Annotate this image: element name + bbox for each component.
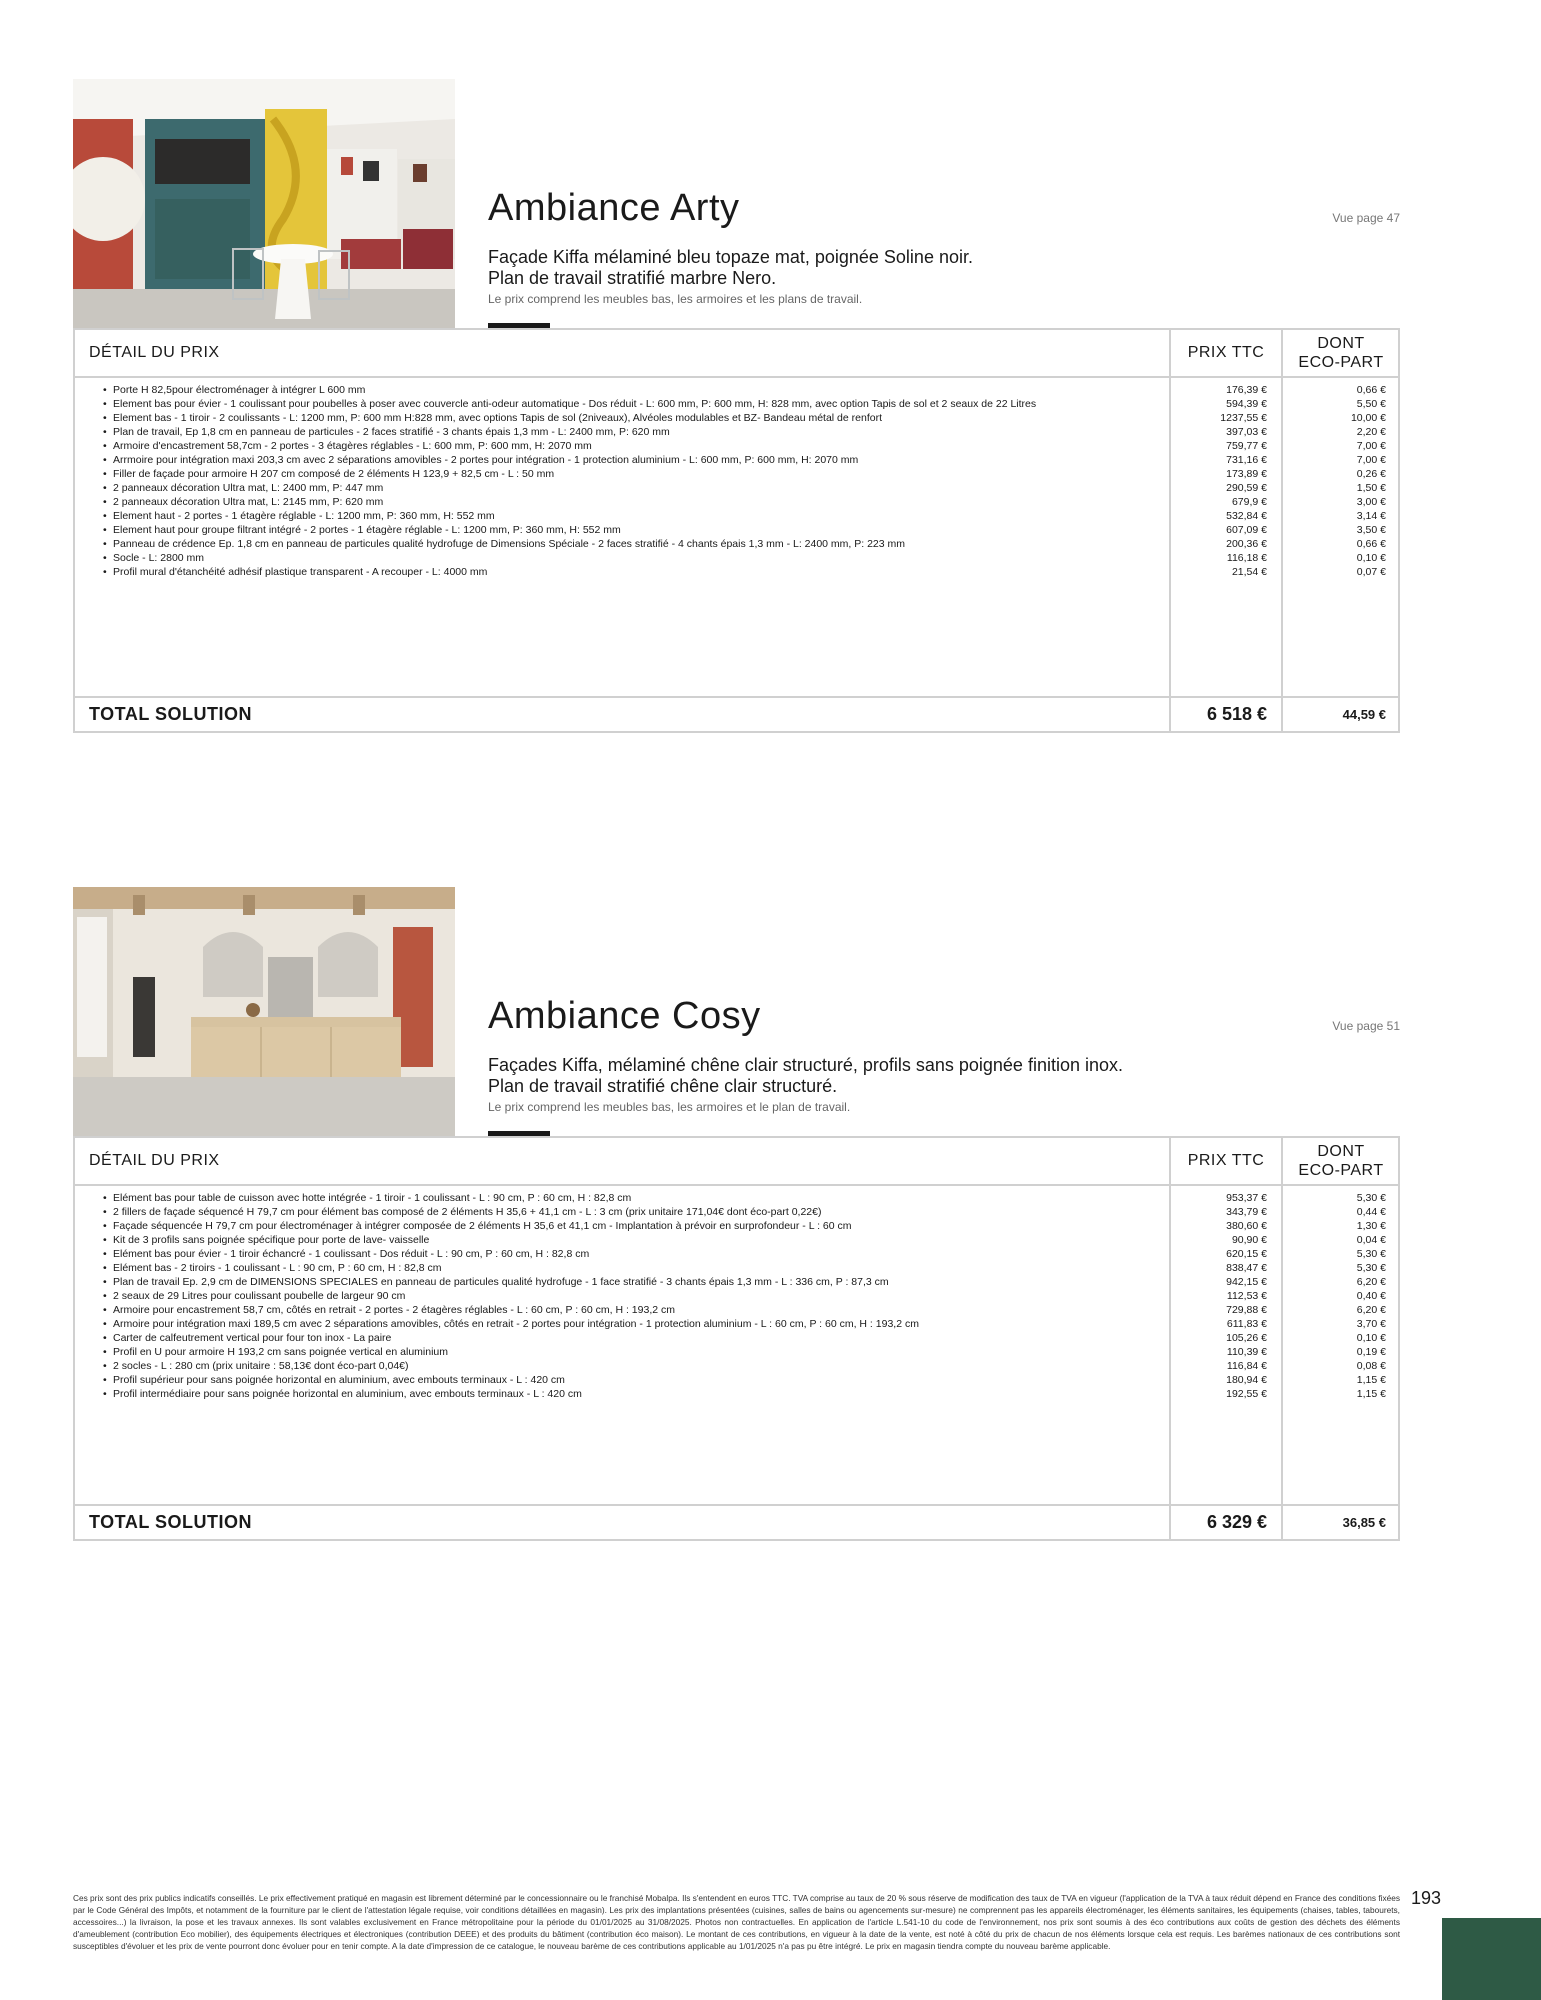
item-description: • 2 panneaux décoration Ultra mat, L: 2145 mm, P: 620 mm — [89, 495, 1149, 509]
table-row — [75, 1261, 1398, 1275]
total-label: TOTAL SOLUTION — [89, 1512, 252, 1532]
kitchen-photo-cosy — [73, 887, 455, 1137]
item-description: • Profil en U pour armoire H 193,2 cm sans poignée vertical en aluminium — [89, 1345, 1149, 1359]
table-header — [75, 330, 1398, 378]
item-eco: 0,07 € — [1356, 566, 1386, 578]
item-prix: 731,16 € — [1226, 454, 1267, 466]
item-description: • 2 fillers de façade séquencé H 79,7 cm pour élément bas composé de 2 éléments H 35,6 + 41,1 cm - L : 3 cm (prix unitaire 171,04€ dont éco-part 0,22€) — [89, 1205, 1149, 1219]
table-body — [75, 1186, 1398, 1506]
header-prix: PRIX TTC — [1187, 344, 1265, 361]
item-eco: 3,50 € — [1356, 524, 1386, 536]
item-prix: 110,39 € — [1226, 1346, 1267, 1358]
table-total-row — [75, 1506, 1398, 1539]
price-table — [73, 1136, 1400, 1541]
total-eco: 36,85 € — [1342, 1515, 1386, 1530]
item-description: • Façade séquencée H 79,7 cm pour électroménager à intégrer composée de 2 éléments H 35,6 et 41,1 cm - Implantation à prévoir en surprofondeur - L : 60 cm — [89, 1219, 1149, 1233]
header-eco-line1: DONT — [1317, 1143, 1365, 1160]
item-prix: 105,26 € — [1226, 1332, 1267, 1344]
item-eco: 0,19 € — [1356, 1346, 1386, 1358]
item-prix: 397,03 € — [1226, 426, 1267, 438]
table-row — [75, 1373, 1398, 1387]
section-note: Le prix comprend les meubles bas, les armoires et le plan de travail. — [488, 1100, 851, 1114]
table-row — [75, 1233, 1398, 1247]
table-row — [75, 1359, 1398, 1373]
table-header — [75, 1138, 1398, 1186]
item-prix: 620,15 € — [1226, 1248, 1267, 1260]
item-description: • Elément bas - 2 tiroirs - 1 coulissant - L : 90 cm, P : 60 cm, H : 82,8 cm — [89, 1261, 1149, 1275]
item-eco: 0,44 € — [1356, 1206, 1386, 1218]
legal-disclaimer: Ces prix sont des prix publics indicatifs conseillés. Le prix effectivement pratiqué en magasin est librement déterminé par le concessionnaire ou le franchisé Mobalpa. Ils s'entendent en euros TTC. TVA comprise au taux de 20 % sous réserve de modification des taux de TVA en vigueur (l'application de la TVA à taux réduit dépend en France des conditions fixées par le Code Général des Impôts, et notamment de la fourniture par le client de l'attestation légale requise, voir conditions détaillées en magasin). Les prix des implantations présentées (cuisines, salles de bains ou agencements sur-mesure) ne comprennent pas les appareils électroménager, les éléments sanitaires, les équipements (chaises, tables, tabourets, accessoires...) la livraison, la pose et les travaux annexes. Ils sont valables exclusivement en France métropolitaine pour la période du 01/01/2025 au 31/08/2025. Photos non contractuelles. En application de l'article L.541-10 du code de l'environnement, nos prix sont soumis à des éco contributions aux coûts de gestion des déchets des éléments d'ameublement (contribution Eco mobilier), des équipements électriques et électroniques (contribution DEEE) et des produits du bâtiment (contribution éco maison). Le montant de ces contributions, en vigueur à la date de la vente, est noté à côté du prix de chacun de nos éléments lorsque cela est requis. Les barèmes nationaux de ces contributions sont susceptibles d'évoluer et les prix de vente pourront donc évoluer pour en tenir compte. A la date d'impression de ce catalogue, le nouveau barème de ces contributions applicable au 1/01/2025 n'a pas pu être intégré. Le prix en magasin tiendra compte du nouveau barème applicable. — [73, 1893, 1400, 1951]
section-description — [488, 1055, 1123, 1097]
item-description: • Profil intermédiaire pour sans poignée horizontal en aluminium, avec embouts terminaux - L : 420 cm — [89, 1387, 1149, 1401]
item-description: • Plan de travail Ep. 2,9 cm de DIMENSIONS SPECIALES en panneau de particules qualité hydrofuge - 1 face stratifié - 3 chants épais 1,3 mm - L : 336 cm, P : 87,3 cm — [89, 1275, 1149, 1289]
table-total-row — [75, 698, 1398, 731]
description-line: Façade Kiffa mélaminé bleu topaze mat, poignée Soline noir. — [488, 247, 973, 267]
table-body — [75, 378, 1398, 698]
item-description: • Element bas - 1 tiroir - 2 coulissants - L: 1200 mm, P: 600 mm H:828 mm, avec options Tapis de sol (2niveaux), Alvéoles modulables et BZ- Bandeau métal de renfort — [89, 411, 1149, 425]
item-description: • Panneau de crédence Ep. 1,8 cm en panneau de particules qualité hydrofuge de Dimensions Spéciale - 2 faces stratifié - 4 chants épais 1,3 mm - L: 2400 mm, P: 223 mm — [89, 537, 1149, 551]
item-eco: 0,10 € — [1356, 1332, 1386, 1344]
table-row — [75, 1219, 1398, 1233]
item-description: • Element haut - 2 portes - 1 étagère réglable - L: 1200 mm, P: 360 mm, H: 552 mm — [89, 509, 1149, 523]
item-eco: 3,70 € — [1356, 1318, 1386, 1330]
table-row — [75, 481, 1398, 495]
table-row — [75, 439, 1398, 453]
item-eco: 7,00 € — [1356, 440, 1386, 452]
item-prix: 607,09 € — [1226, 524, 1267, 536]
description-line: Façades Kiffa, mélaminé chêne clair structuré, profils sans poignée finition inox. — [488, 1055, 1123, 1075]
item-prix: 176,39 € — [1226, 384, 1267, 396]
item-description: • Armoire d'encastrement 58,7cm - 2 portes - 3 étagères réglables - L: 600 mm, P: 600 mm, H: 2070 mm — [89, 439, 1149, 453]
item-eco: 1,30 € — [1356, 1220, 1386, 1232]
vue-page-link[interactable]: Vue page 51 — [1332, 1019, 1400, 1033]
table-row — [75, 411, 1398, 425]
item-description: • Element bas pour évier - 1 coulissant pour poubelles à poser avec couvercle anti-odeur automatique - Dos réduit - L: 600 mm, P: 600 mm, H: 828 mm, avec option Tapis de sol et 2 seaux de 22 Litres — [89, 397, 1149, 411]
item-eco: 1,15 € — [1356, 1374, 1386, 1386]
table-row — [75, 537, 1398, 551]
item-prix: 380,60 € — [1226, 1220, 1267, 1232]
header-eco-line2: ECO-PART — [1298, 354, 1384, 371]
table-row — [75, 1247, 1398, 1261]
item-prix: 838,47 € — [1226, 1262, 1267, 1274]
item-prix: 611,83 € — [1226, 1318, 1267, 1330]
item-description: • Profil supérieur pour sans poignée horizontal en aluminium, avec embouts terminaux - L : 420 cm — [89, 1373, 1149, 1387]
item-description: • Element haut pour groupe filtrant intégré - 2 portes - 1 étagère réglable - L: 1200 mm, P: 360 mm, H: 552 mm — [89, 523, 1149, 537]
item-description: • Porte H 82,5pour électroménager à intégrer L 600 mm — [89, 383, 1149, 397]
table-row — [75, 495, 1398, 509]
item-eco: 2,20 € — [1356, 426, 1386, 438]
table-row — [75, 565, 1398, 579]
table-row — [75, 1275, 1398, 1289]
table-row — [75, 1345, 1398, 1359]
corner-color-block — [1442, 1918, 1541, 2000]
item-prix: 532,84 € — [1226, 510, 1267, 522]
table-row — [75, 453, 1398, 467]
item-prix: 679,9 € — [1231, 496, 1267, 508]
item-prix: 200,36 € — [1226, 538, 1267, 550]
item-description: • Arrmoire pour intégration maxi 203,3 cm avec 2 séparations amovibles - 2 portes pour intégration - 1 protection aluminium - L: 600 mm, P: 600 mm, H: 2070 mm — [89, 453, 1149, 467]
item-description: • 2 socles - L : 280 cm (prix unitaire : 58,13€ dont éco-part 0,04€) — [89, 1359, 1149, 1373]
item-prix: 21,54 € — [1231, 566, 1267, 578]
item-prix: 759,77 € — [1226, 440, 1267, 452]
header-prix: PRIX TTC — [1187, 1152, 1265, 1169]
header-detail: DÉTAIL DU PRIX — [89, 344, 220, 361]
page-number: 193 — [1411, 1888, 1442, 1908]
item-eco: 0,40 € — [1356, 1290, 1386, 1302]
item-eco: 0,26 € — [1356, 468, 1386, 480]
item-prix: 290,59 € — [1226, 482, 1267, 494]
item-eco: 5,30 € — [1356, 1262, 1386, 1274]
item-eco: 3,14 € — [1356, 510, 1386, 522]
item-description: • Elément bas pour évier - 1 tiroir échancré - 1 coulissant - Dos réduit - L : 90 cm, P : 60 cm, H : 82,8 cm — [89, 1247, 1149, 1261]
item-eco: 5,30 € — [1356, 1192, 1386, 1204]
kitchen-photo-arty — [73, 79, 455, 329]
table-row — [75, 1205, 1398, 1219]
item-prix: 116,84 € — [1226, 1360, 1267, 1372]
item-prix: 173,89 € — [1226, 468, 1267, 480]
section-title: Ambiance Arty — [488, 187, 740, 229]
item-eco: 0,66 € — [1356, 538, 1386, 550]
table-row — [75, 1317, 1398, 1331]
item-description: • Filler de façade pour armoire H 207 cm composé de 2 éléments H 123,9 + 82,5 cm - L : 50 mm — [89, 467, 1149, 481]
item-prix: 942,15 € — [1226, 1276, 1267, 1288]
item-eco: 5,50 € — [1356, 398, 1386, 410]
item-prix: 90,90 € — [1231, 1234, 1267, 1246]
table-row — [75, 383, 1398, 397]
item-description: • Plan de travail, Ep 1,8 cm en panneau de particules - 2 faces stratifié - 3 chants épais 1,3 mm - L: 2400 mm, P: 620 mm — [89, 425, 1149, 439]
header-eco — [1282, 1138, 1400, 1184]
item-eco: 1,50 € — [1356, 482, 1386, 494]
item-eco: 1,15 € — [1356, 1388, 1386, 1400]
header-eco-line1: DONT — [1317, 335, 1365, 352]
table-row — [75, 425, 1398, 439]
item-eco: 10,00 € — [1350, 412, 1386, 424]
section-description — [488, 247, 973, 289]
item-description: • Socle - L: 2800 mm — [89, 551, 1149, 565]
table-row — [75, 1387, 1398, 1401]
item-prix: 729,88 € — [1226, 1304, 1267, 1316]
section-title: Ambiance Cosy — [488, 995, 761, 1037]
item-prix: 1237,55 € — [1220, 412, 1267, 424]
table-row — [75, 1289, 1398, 1303]
description-line: Plan de travail stratifié marbre Nero. — [488, 268, 777, 288]
item-prix: 953,37 € — [1226, 1192, 1267, 1204]
total-label: TOTAL SOLUTION — [89, 704, 252, 724]
item-eco: 3,00 € — [1356, 496, 1386, 508]
table-row — [75, 523, 1398, 537]
item-eco: 0,04 € — [1356, 1234, 1386, 1246]
item-description: • 2 seaux de 29 Litres pour coulissant poubelle de largeur 90 cm — [89, 1289, 1149, 1303]
item-prix: 112,53 € — [1226, 1290, 1267, 1302]
item-description: • Elément bas pour table de cuisson avec hotte intégrée - 1 tiroir - 1 coulissant - L : 90 cm, P : 60 cm, H : 82,8 cm — [89, 1191, 1149, 1205]
item-prix: 180,94 € — [1226, 1374, 1267, 1386]
item-eco: 0,66 € — [1356, 384, 1386, 396]
header-eco — [1282, 330, 1400, 376]
total-prix: 6 518 € — [1206, 704, 1267, 724]
item-description: • Profil mural d'étanchéité adhésif plastique transparent - A recouper - L: 4000 mm — [89, 565, 1149, 579]
table-row — [75, 1331, 1398, 1345]
item-prix: 192,55 € — [1226, 1388, 1267, 1400]
item-prix: 594,39 € — [1226, 398, 1267, 410]
item-description: • Armoire pour intégration maxi 189,5 cm avec 2 séparations amovibles, côtés en retrait - 2 portes pour intégration - 1 protection aluminium - L : 60 cm, P : 60 cm, H : 193,2 cm — [89, 1317, 1149, 1331]
table-row — [75, 1303, 1398, 1317]
item-eco: 6,20 € — [1356, 1276, 1386, 1288]
item-eco: 0,08 € — [1356, 1360, 1386, 1372]
header-eco-line2: ECO-PART — [1298, 1162, 1384, 1179]
total-prix: 6 329 € — [1206, 1512, 1267, 1532]
item-eco: 0,10 € — [1356, 552, 1386, 564]
description-line: Plan de travail stratifié chêne clair structuré. — [488, 1076, 838, 1096]
item-description: • Carter de calfeutrement vertical pour four ton inox - La paire — [89, 1331, 1149, 1345]
item-description: • Armoire pour encastrement 58,7 cm, côtés en retrait - 2 portes - 2 étagères réglables - L : 60 cm, P : 60 cm, H : 193,2 cm — [89, 1303, 1149, 1317]
total-eco: 44,59 € — [1342, 707, 1386, 722]
header-detail: DÉTAIL DU PRIX — [89, 1152, 220, 1169]
item-description: • 2 panneaux décoration Ultra mat, L: 2400 mm, P: 447 mm — [89, 481, 1149, 495]
item-prix: 116,18 € — [1226, 552, 1267, 564]
item-eco: 6,20 € — [1356, 1304, 1386, 1316]
table-row — [75, 1191, 1398, 1205]
section-note: Le prix comprend les meubles bas, les armoires et les plans de travail. — [488, 292, 863, 306]
table-row — [75, 551, 1398, 565]
table-row — [75, 397, 1398, 411]
price-table — [73, 328, 1400, 733]
item-description: • Kit de 3 profils sans poignée spécifique pour porte de lave- vaisselle — [89, 1233, 1149, 1247]
item-prix: 343,79 € — [1226, 1206, 1267, 1218]
table-row — [75, 467, 1398, 481]
table-row — [75, 509, 1398, 523]
vue-page-link[interactable]: Vue page 47 — [1332, 211, 1400, 225]
item-eco: 7,00 € — [1356, 454, 1386, 466]
item-eco: 5,30 € — [1356, 1248, 1386, 1260]
